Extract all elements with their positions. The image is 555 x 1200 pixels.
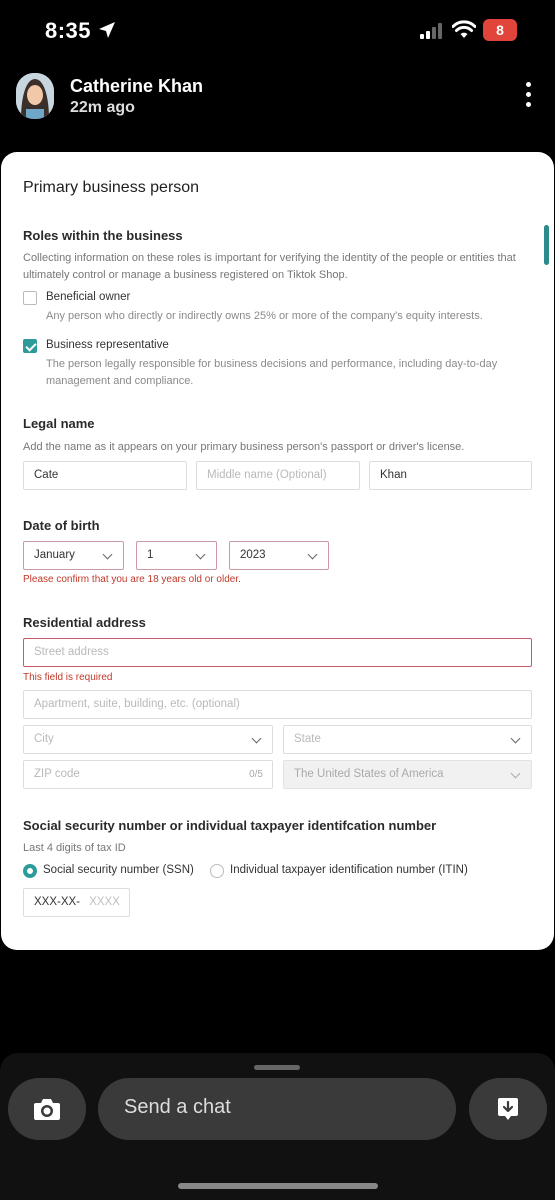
dob-year-select[interactable] [229, 541, 329, 570]
chevron-down-icon [252, 734, 262, 744]
zip-char-counter: 0/5 [249, 769, 263, 780]
camera-icon [33, 1096, 61, 1122]
dob-year-value: 2023 [240, 549, 266, 561]
tax-section-title: Social security number or individual taxpayer identifcation number [23, 818, 437, 833]
more-options-icon[interactable] [521, 82, 535, 112]
state-select[interactable] [283, 725, 532, 754]
cellular-signal-icon [420, 23, 444, 39]
status-time: 8:35 [45, 18, 92, 43]
roles-help-text: Collecting information on these roles is important for verifying the identity of the people or entities that ultimately control or manage a business registered on Tiktok Shop. [23, 252, 516, 281]
legal-name-section-title: Legal name [23, 416, 95, 431]
battery-level: 8 [496, 22, 504, 38]
city-placeholder: City [34, 733, 54, 745]
chevron-down-icon [308, 550, 318, 560]
dob-day-select[interactable] [136, 541, 217, 570]
last-name-input[interactable]: Khan [369, 461, 532, 490]
state-placeholder: State [294, 733, 321, 745]
contact-name[interactable]: Catherine Khan [70, 76, 204, 96]
zip-placeholder: ZIP code [34, 768, 80, 780]
page-title: Primary business person [23, 179, 200, 196]
country-value: The United States of America [294, 768, 444, 780]
beneficial-owner-help: Any person who directly or indirectly owns 25% or more of the company's equity interests. [46, 310, 483, 322]
home-indicator [178, 1183, 378, 1189]
itin-radio[interactable] [210, 864, 224, 878]
beneficial-owner-checkbox[interactable] [23, 291, 37, 305]
chat-bottom-bar [0, 1053, 555, 1200]
address-section-title: Residential address [23, 615, 146, 630]
city-select[interactable] [23, 725, 273, 754]
form-screenshot-card [1, 152, 554, 950]
beneficial-owner-label[interactable]: Beneficial owner [46, 291, 131, 303]
legal-name-help-text: Add the name as it appears on your primary business person's passport or driver's license. [23, 441, 465, 453]
itin-radio-label[interactable]: Individual taxpayer identification number (ITIN) [230, 864, 468, 876]
dob-section-title: Date of birth [23, 518, 100, 533]
scrollbar-thumb[interactable] [544, 225, 549, 265]
dob-error-message: Please confirm that you are 18 years old or older. [23, 574, 241, 585]
camera-button[interactable] [8, 1078, 86, 1140]
chevron-down-icon [511, 769, 521, 779]
dob-month-value: January [34, 549, 75, 561]
country-select [283, 760, 532, 789]
business-representative-checkbox[interactable] [23, 339, 37, 353]
tax-id-input[interactable] [23, 888, 130, 917]
dob-day-value: 1 [147, 549, 154, 561]
status-bar [0, 0, 555, 62]
business-representative-label[interactable]: Business representative [46, 339, 169, 351]
send-chat-input[interactable] [98, 1078, 456, 1140]
tax-id-placeholder: XXXX [89, 896, 120, 908]
message-timestamp: 22m ago [70, 99, 135, 116]
zip-code-input[interactable] [23, 760, 273, 789]
ssn-radio-label[interactable]: Social security number (SSN) [43, 864, 194, 876]
ssn-radio[interactable] [23, 864, 37, 878]
dob-month-select[interactable] [23, 541, 124, 570]
tax-id-prefix: XXX-XX- [34, 896, 81, 908]
avatar-bitmoji-icon [16, 73, 54, 119]
tax-help-text: Last 4 digits of tax ID [23, 842, 126, 854]
street-address-input[interactable]: Street address [23, 638, 532, 667]
wifi-icon [452, 20, 476, 40]
street-error-message: This field is required [23, 672, 113, 683]
chevron-down-icon [511, 734, 521, 744]
location-arrow-icon [98, 21, 116, 39]
roles-section-title: Roles within the business [23, 228, 183, 243]
avatar[interactable] [16, 73, 54, 119]
chat-input-placeholder: Send a chat [124, 1096, 231, 1118]
first-name-input[interactable]: Cate [23, 461, 187, 490]
save-to-chat-button[interactable] [469, 1078, 547, 1140]
middle-name-input[interactable]: Middle name (Optional) [196, 461, 360, 490]
download-icon [497, 1097, 519, 1121]
apartment-input[interactable]: Apartment, suite, building, etc. (optional) [23, 690, 532, 719]
chevron-down-icon [196, 550, 206, 560]
drawer-handle[interactable] [254, 1065, 300, 1070]
chevron-down-icon [103, 550, 113, 560]
battery-indicator [483, 19, 517, 41]
business-representative-help: The person legally responsible for business decisions and performance, including day-to-day management and compliance. [46, 358, 498, 387]
chat-header [0, 62, 555, 142]
